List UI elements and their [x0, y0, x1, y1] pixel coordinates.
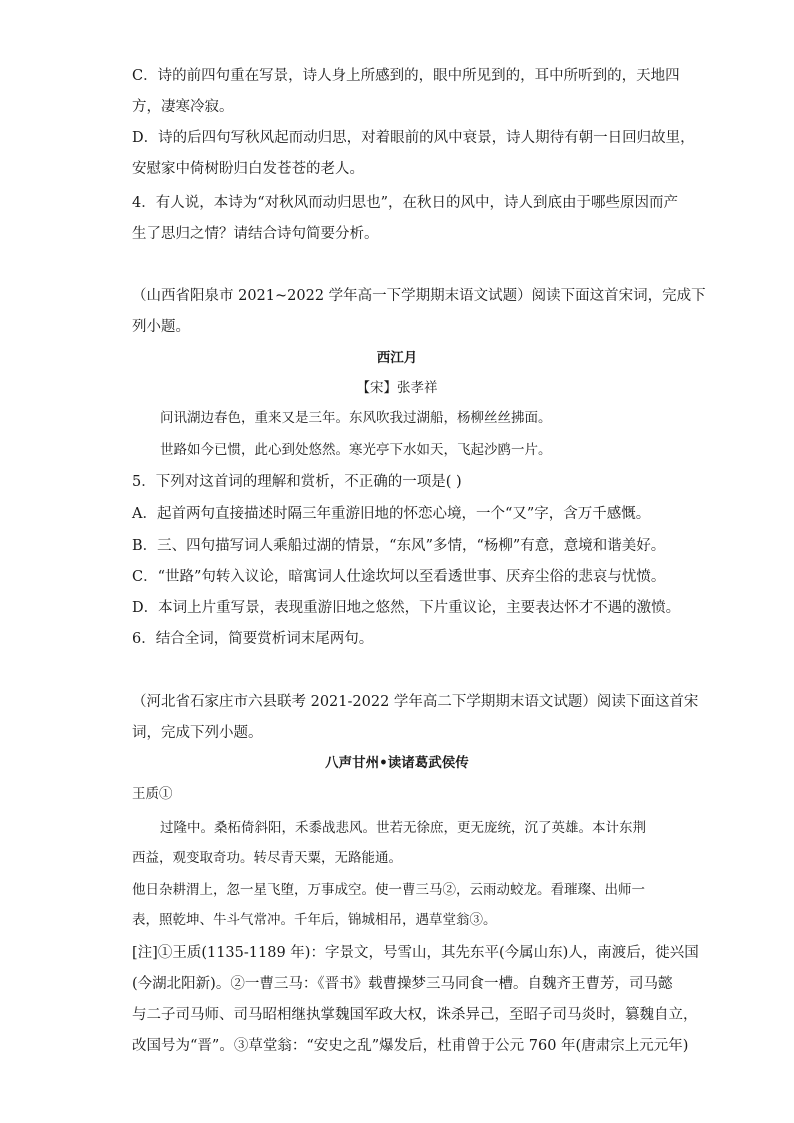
note-line3: 与二子司马师、司马昭相继执掌魏国军政大权，诛杀异己，至昭子司马炎时，篡魏自立，	[132, 1007, 698, 1023]
q3-option-d-line1: D．诗的后四句写秋风起而动归思，对着眼前的风中衰景，诗人期待有朝一日回归故里，	[132, 130, 695, 146]
poem-body-line1: 过隆中。桑柘倚斜阳，禾黍战悲风。世若无徐庶，更无庞统，沉了英雄。本计东荆	[160, 820, 646, 836]
note-line1: [注]①王质(1135-1189 年)：字景文，号雪山，其先东平(今属山东)人，南渡后，徙兴国	[132, 945, 699, 961]
poem-line-1: 问讯湖边春色，重来又是三年。东风吹我过湖船，杨柳丝丝拂面。	[160, 410, 552, 426]
note-line2: (今湖北阳新)。②一曹三马：《晋书》载曹操梦三马同食一槽。自魏齐王曹芳，司马懿	[132, 976, 673, 992]
poem-body-line4: 表，照乾坤、牛斗气常冲。千年后，锦城相吊，遇草堂翁③。	[132, 912, 497, 928]
section2-intro-line2: 列小题。	[132, 319, 190, 335]
poem-title-bashengganzhou: 八声甘州•读诸葛武侯传	[325, 755, 469, 771]
q5-option-a: A．起首两句直接描述时隔三年重游旧地的怀恋心境，一个“又”字，含万千感慨。	[132, 506, 651, 522]
note-line4: 改国号为“晋”。③草堂翁：“安史之乱”爆发后，杜甫曾于公元 760 年(唐肃宗上元元年)	[132, 1038, 689, 1054]
q5-option-c: C．“世路”句转入议论，暗寓词人仕途坎坷以至看透世事、厌弃尘俗的悲哀与忧愤。	[132, 569, 666, 585]
q5-option-b: B．三、四句描写词人乘船过湖的情景，“东风”多情，“杨柳”有意，意境和谐美好。	[132, 538, 666, 554]
q4-line1: 4．有人说，本诗为“对秋风而动归思也”，在秋日的风中，诗人到底由于哪些原因而产	[132, 195, 679, 211]
q3-option-d-line2: 安慰家中倚树盼归白发苍苍的老人。	[132, 161, 364, 177]
poem-author-wangzhi: 王质①	[132, 786, 173, 802]
q5-option-d: D．本词上片重写景，表现重游旧地之悠然，下片重议论，主要表达怀才不遇的激愤。	[132, 600, 681, 616]
q6-stem: 6．结合全词，简要赏析词末尾两句。	[132, 631, 374, 647]
q4-line2: 生了思归之情？请结合诗句简要分析。	[132, 226, 379, 242]
q3-option-c-line2: 方，凄寒冷寂。	[132, 99, 234, 115]
section3-intro-line2: 词，完成下列小题。	[132, 725, 263, 741]
poem-line-2: 世路如今已惯，此心到处悠然。寒光亭下水如天，飞起沙鸥一片。	[160, 442, 552, 458]
poem-body-line2: 西益，观变取奇功。转尽青天粟，无路能通。	[132, 850, 402, 866]
poem-body-line3: 他日杂耕渭上，忽一星飞堕，万事成空。使一曹三马②，云雨动蛟龙。看璀璨、出师一	[132, 882, 645, 898]
q3-option-c-line1: C．诗的前四句重在写景，诗人身上所感到的，眼中所见到的，耳中所听到的，天地四	[132, 68, 680, 84]
q5-stem: 5．下列对这首词的理解和赏析，不正确的一项是( )	[132, 474, 462, 490]
poem-title-xijiangyue: 西江月	[376, 350, 418, 366]
poem-author-zhang: 【宋】张孝祥	[356, 380, 438, 396]
section3-intro-line1: （河北省石家庄市六县联考 2021-2022 学年高二下学期期末语文试题）阅读下面这首宋	[132, 694, 699, 710]
section2-intro-line1: （山西省阳泉市 2021~2022 学年高一下学期期末语文试题）阅读下面这首宋词，完成下	[132, 288, 706, 304]
